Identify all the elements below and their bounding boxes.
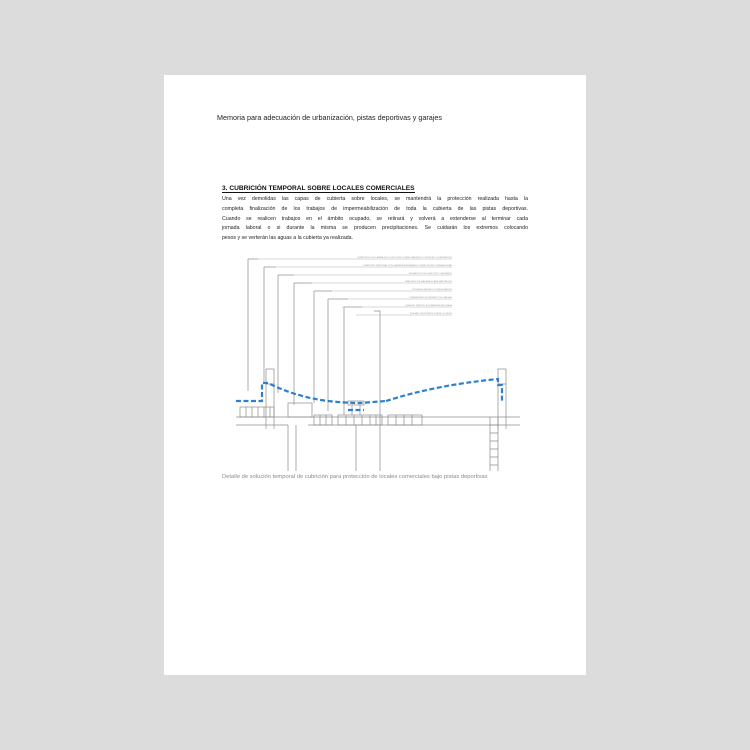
body-line: Una vez demolidas las capas de cubierta sobre locales, se mantendrá la protección realizada hasta la [222,196,528,202]
timber-boards [338,415,382,425]
body-line: Cuando se realicen trabajos en el ámbito ocupado, se retirará y volverá a extenderse al terminar cada [222,215,528,222]
annotation-label: ELEMENTOS DE SUJECIÓN Y LASTRADO [408,273,452,275]
annotation-label: LÍNEA DE VERTIDO A CUBIERTA EJECUTADA [405,305,452,307]
timber-boards [314,415,332,425]
timber-boards [346,415,376,425]
annotation-label: DURMIENTES DE REPARTO DE CARGAS [409,297,452,299]
figure-caption: Detalle de solución temporal de cubrición para protección de locales comerciales bajo pistas deportivas [222,474,488,480]
ladder-rungs [490,425,498,465]
document-page [164,75,586,675]
timber-boards [320,415,326,425]
annotation-label: CUBRICIÓN CON LÁMINA DE POLIETILENO SOBRE TABLEROS, PUNTALES Y DURMIENTES [357,257,452,259]
annotation-label: FORJADO EXISTENTE SOBRE LOCALES [409,313,452,315]
annotation-label: PUNTALES METÁLICOS REGULABLES [412,289,452,291]
section-detail-drawing [236,253,532,471]
temporary-membrane [236,383,386,403]
body-line: jornada laboral o si durante la misma se producen precipitaciones. Se cuidarán los extremos colocando [222,225,528,232]
timber-boards [240,407,274,417]
pedestal [288,403,312,417]
body-line: completa finalización de los trabajos de impermeabilización de toda la cubierta de las pistas deportivas. [222,205,528,212]
right-parapet [498,369,506,384]
running-header: Memoria para adecuación de urbanización, pistas deportivas y garajes [217,113,442,122]
annotation-label: CUBRICIÓN TEMPORAL CON LÁMINA IMPERMEABLE SOBRE ESTRUCTURA AUXILIAR [362,265,452,267]
timber-boards [246,407,270,417]
left-parapet [266,369,274,384]
section-body [222,195,528,244]
temporary-membrane [386,379,502,403]
section-heading: 3. CUBRICIÓN TEMPORAL SOBRE LOCALES COMERCIALES [222,185,415,192]
annotation-label: TABLEROS DE MADERA SOBRE RASTRELES [405,281,452,283]
leader-line [374,311,380,471]
timber-boards [388,415,422,425]
body-line: pesos y se verterán las aguas a la cubierta ya realizada. [222,235,354,242]
timber-boards [396,415,412,425]
